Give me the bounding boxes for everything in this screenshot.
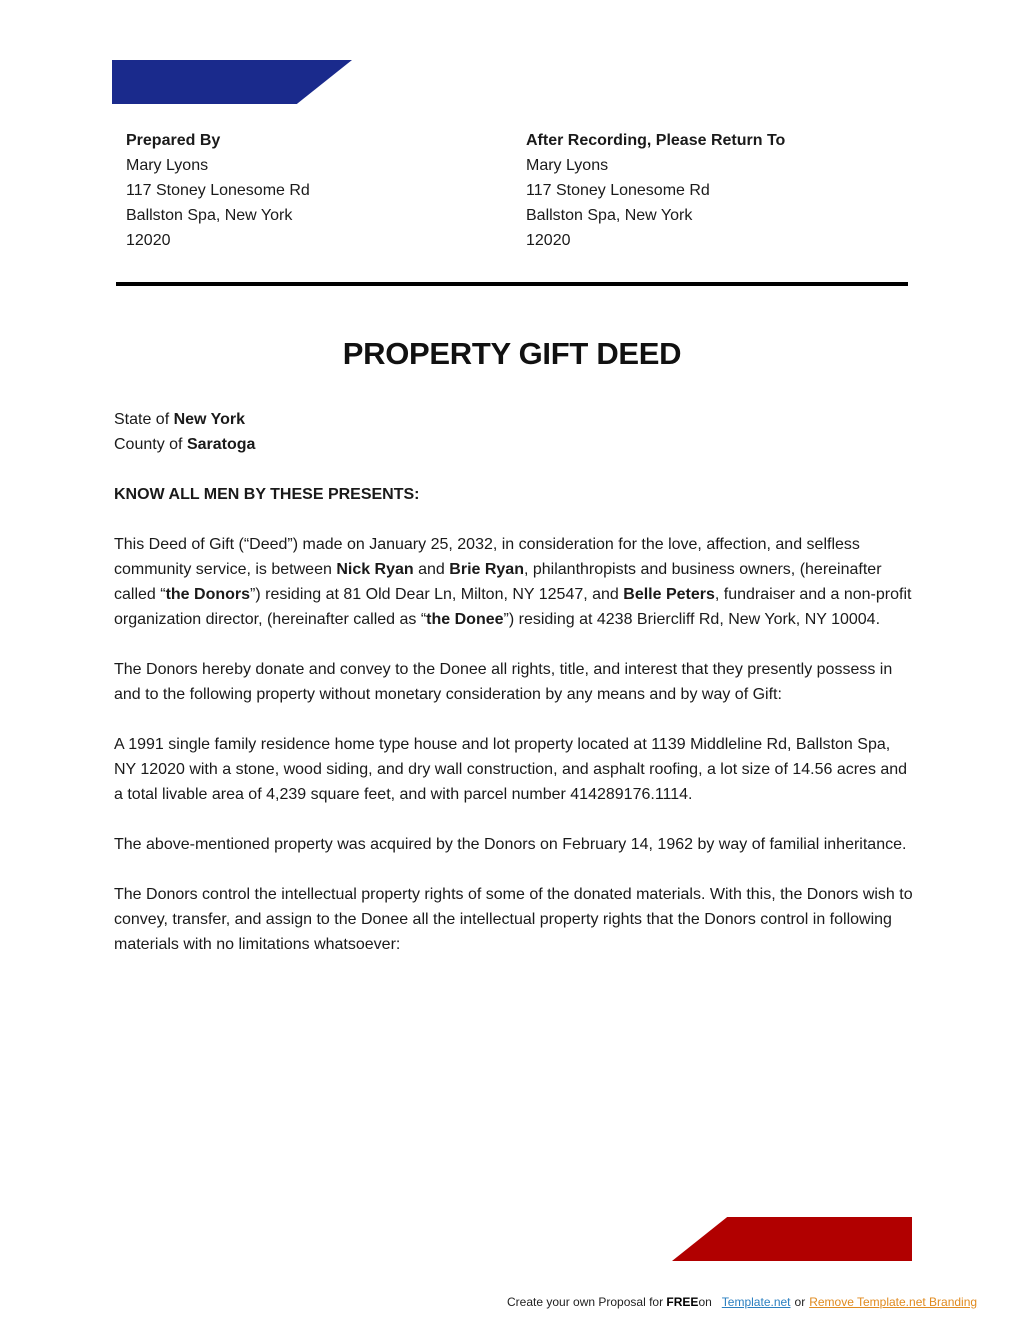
- return-to-zip: 12020: [526, 232, 571, 249]
- property-description-paragraph: A 1991 single family residence home type house and lot property located at 1139 Middleline Rd, Ballston Spa, NY 12020 with a stone, wood siding, and dry wall construction, and asphalt roofing, a lot size of 14.56 acres and a total livable area of 4,239 square feet, and with parcel number 414289176.1114.: [114, 736, 908, 803]
- footer-or: or: [794, 1295, 806, 1309]
- donee-term: the Donee: [426, 611, 504, 628]
- template-footer: [507, 1294, 977, 1310]
- ip-rights-paragraph: The Donors control the intellectual property rights of some of the donated materials. With this, the Donors wish to convey, transfer, and assign to the Donee all the intellectual property rights that the Donors control in following materials with no limitations whatsoever:: [114, 886, 913, 953]
- return-to-street: 117 Stoney Lonesome Rd: [526, 182, 710, 199]
- acquisition-paragraph: The above-mentioned property was acquired by the Donors on February 14, 1962 by way of familial inheritance.: [114, 836, 907, 853]
- state-label: State of: [114, 411, 174, 428]
- prepared-by-street: 117 Stoney Lonesome Rd: [126, 182, 310, 199]
- prepared-by-zip: 12020: [126, 232, 171, 249]
- donor-1-name: Nick Ryan: [336, 561, 414, 578]
- county-line: [114, 432, 914, 457]
- para1-text-3: , philanthropists and business owners, (hereinafter called “: [114, 561, 882, 603]
- state-value: New York: [173, 411, 246, 428]
- return-to-heading: After Recording, Please Return To: [526, 132, 786, 149]
- footer-prefix: Create your own Proposal for: [507, 1295, 667, 1309]
- donee-name: Belle Peters: [623, 586, 715, 603]
- footer-on: on: [698, 1295, 712, 1309]
- footer-free: FREE: [666, 1295, 699, 1309]
- return-to-name: Mary Lyons: [526, 157, 609, 174]
- document-body: [114, 407, 914, 982]
- know-all-heading: [114, 482, 914, 507]
- prepared-by-name: Mary Lyons: [126, 157, 209, 174]
- bottom-red-banner: [672, 1217, 912, 1261]
- template-net-link[interactable]: Template.net: [721, 1295, 791, 1309]
- prepared-by-city: Ballston Spa, New York: [126, 207, 293, 224]
- para1-text-6: ”) residing at 4238 Briercliff Rd, New York, NY 10004.: [503, 611, 881, 628]
- county-label: County of: [114, 436, 187, 453]
- county-value: Saratoga: [186, 436, 256, 453]
- donors-term: the Donors: [165, 586, 251, 603]
- para1-text-4: ”) residing at 81 Old Dear Ln, Milton, NY 12547, and: [250, 586, 624, 603]
- prepared-by-heading: Prepared By: [126, 132, 221, 149]
- para1-text-2: and: [413, 561, 450, 578]
- prepared-by-block: [126, 128, 310, 253]
- know-all-text: KNOW ALL MEN BY THESE PRESENTS:: [114, 486, 420, 503]
- donor-2-name: Brie Ryan: [449, 561, 524, 578]
- document-title: PROPERTY GIFT DEED: [342, 336, 682, 371]
- para1-text-5: , fundraiser and a non-profit organization director, (hereinafter called as “: [114, 586, 912, 628]
- top-blue-banner: [112, 60, 352, 104]
- conveyance-paragraph: The Donors hereby donate and convey to the Donee all rights, title, and interest that they presently possess in and to the following property without monetary consideration by any means and by way of Gift:: [114, 661, 893, 703]
- return-to-block: [526, 128, 785, 253]
- state-line: [114, 407, 914, 432]
- remove-branding-link[interactable]: Remove Template.net Branding: [809, 1295, 978, 1309]
- return-to-city: Ballston Spa, New York: [526, 207, 693, 224]
- parties-paragraph: [114, 532, 914, 632]
- header-divider: [116, 282, 908, 286]
- para1-text-1: This Deed of Gift (“Deed”) made on January 25, 2032, in consideration for the love, affection, and selfless community service, is between: [114, 536, 860, 578]
